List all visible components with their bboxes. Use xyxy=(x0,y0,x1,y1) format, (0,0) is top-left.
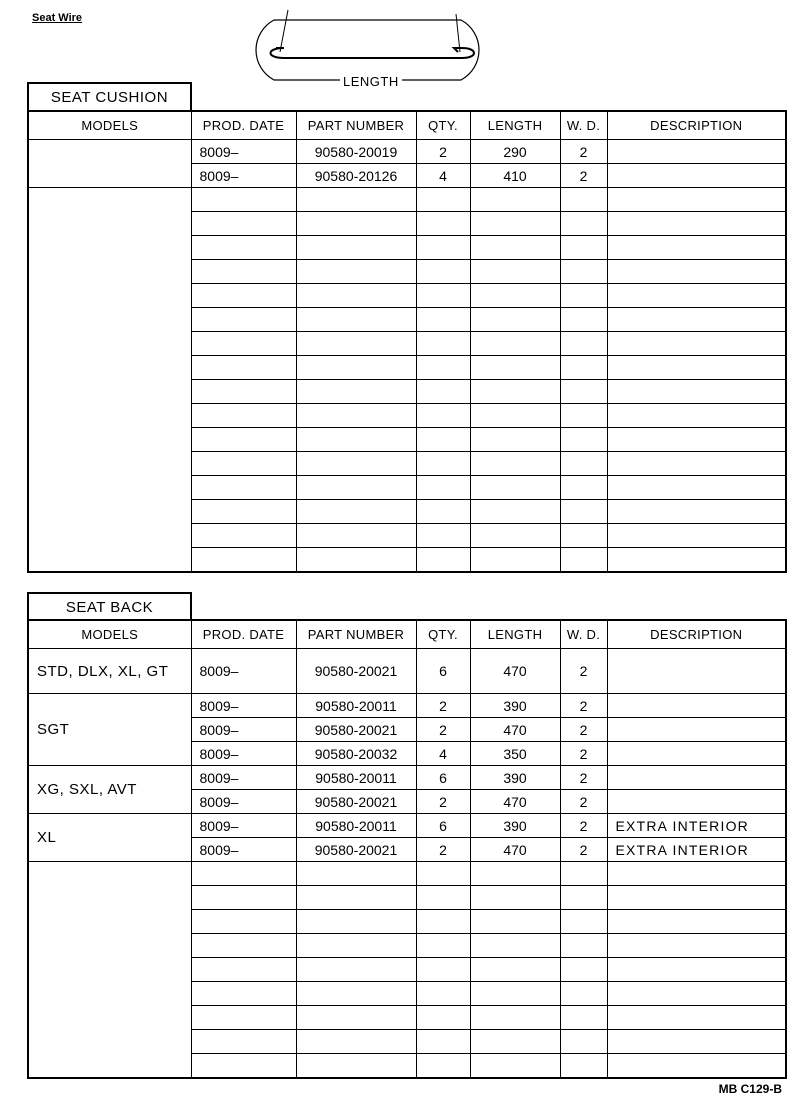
header-prod-date: PROD. DATE xyxy=(191,111,296,140)
cell-wd xyxy=(560,476,607,500)
cell-prod-date xyxy=(191,886,296,910)
header-description: DESCRIPTION xyxy=(607,111,786,140)
cell-prod-date xyxy=(191,500,296,524)
cell-prod-date xyxy=(191,428,296,452)
cell-qty: 4 xyxy=(416,742,470,766)
cell-prod-date xyxy=(191,260,296,284)
cell-qty xyxy=(416,476,470,500)
table-row xyxy=(28,694,786,718)
cell-description xyxy=(607,332,786,356)
cell-part-number xyxy=(296,934,416,958)
cell-prod-date xyxy=(191,332,296,356)
cell-description xyxy=(607,476,786,500)
cell-part-number: 90580-20011 xyxy=(296,694,416,718)
cell-qty xyxy=(416,886,470,910)
cell-wd: 2 xyxy=(560,140,607,164)
cell-wd xyxy=(560,982,607,1006)
cell-prod-date xyxy=(191,548,296,573)
header-qty: QTY. xyxy=(416,620,470,649)
cell-length xyxy=(470,1006,560,1030)
cell-qty xyxy=(416,236,470,260)
wire-end-left xyxy=(280,10,288,52)
cell-length xyxy=(470,380,560,404)
cell-qty xyxy=(416,500,470,524)
cell-models xyxy=(28,188,191,573)
cell-prod-date xyxy=(191,1054,296,1079)
cell-wd xyxy=(560,188,607,212)
cell-qty xyxy=(416,452,470,476)
cell-prod-date: 8009– xyxy=(191,766,296,790)
cell-wd xyxy=(560,356,607,380)
cell-description xyxy=(607,236,786,260)
cell-qty xyxy=(416,260,470,284)
table-row xyxy=(28,766,786,790)
cell-length xyxy=(470,910,560,934)
cell-prod-date xyxy=(191,862,296,886)
cell-qty: 4 xyxy=(416,164,470,188)
cell-models: STD, DLX, XL, GT xyxy=(28,649,191,694)
cell-qty xyxy=(416,284,470,308)
page-code: MB C129-B xyxy=(718,1082,782,1096)
cell-part-number xyxy=(296,476,416,500)
cell-part-number xyxy=(296,958,416,982)
table-row xyxy=(28,649,786,694)
cell-description xyxy=(607,742,786,766)
cell-length xyxy=(470,958,560,982)
cell-description: EXTRA INTERIOR xyxy=(607,838,786,862)
cell-qty xyxy=(416,356,470,380)
cell-wd xyxy=(560,212,607,236)
cell-qty: 2 xyxy=(416,790,470,814)
cell-part-number xyxy=(296,1006,416,1030)
cell-wd xyxy=(560,1030,607,1054)
diagram-length-label: LENGTH xyxy=(340,74,402,89)
cell-prod-date xyxy=(191,910,296,934)
cell-part-number xyxy=(296,284,416,308)
cell-description: EXTRA INTERIOR xyxy=(607,814,786,838)
cell-part-number xyxy=(296,260,416,284)
cell-part-number xyxy=(296,212,416,236)
cell-description xyxy=(607,284,786,308)
cell-part-number: 90580-20021 xyxy=(296,790,416,814)
cell-wd: 2 xyxy=(560,164,607,188)
cell-part-number: 90580-20021 xyxy=(296,838,416,862)
cell-prod-date xyxy=(191,934,296,958)
cell-description xyxy=(607,694,786,718)
cell-wd xyxy=(560,862,607,886)
cell-length xyxy=(470,308,560,332)
cell-description xyxy=(607,649,786,694)
cell-wd xyxy=(560,404,607,428)
cell-part-number xyxy=(296,862,416,886)
cell-length xyxy=(470,500,560,524)
cell-qty xyxy=(416,428,470,452)
cell-wd xyxy=(560,934,607,958)
table-row xyxy=(28,814,786,838)
seat-cushion-label: SEAT CUSHION xyxy=(27,82,192,111)
cell-wd xyxy=(560,284,607,308)
cell-prod-date: 8009– xyxy=(191,649,296,694)
cell-prod-date xyxy=(191,958,296,982)
cell-part-number xyxy=(296,236,416,260)
cell-prod-date: 8009– xyxy=(191,694,296,718)
seat-back-label: SEAT BACK xyxy=(27,592,192,620)
cell-wd xyxy=(560,452,607,476)
cell-qty xyxy=(416,404,470,428)
cell-prod-date xyxy=(191,982,296,1006)
cell-prod-date: 8009– xyxy=(191,164,296,188)
cell-prod-date: 8009– xyxy=(191,742,296,766)
cell-qty xyxy=(416,958,470,982)
cell-description xyxy=(607,260,786,284)
cell-length xyxy=(470,548,560,573)
header-part-number: PART NUMBER xyxy=(296,111,416,140)
cell-length xyxy=(470,260,560,284)
cell-length xyxy=(470,332,560,356)
cell-part-number xyxy=(296,1054,416,1079)
cell-wd xyxy=(560,332,607,356)
cell-qty xyxy=(416,380,470,404)
cell-qty xyxy=(416,862,470,886)
cell-prod-date: 8009– xyxy=(191,140,296,164)
cell-prod-date xyxy=(191,404,296,428)
cell-part-number xyxy=(296,1030,416,1054)
cell-qty xyxy=(416,934,470,958)
cell-description xyxy=(607,140,786,164)
cell-prod-date xyxy=(191,356,296,380)
cell-description xyxy=(607,212,786,236)
cell-part-number xyxy=(296,982,416,1006)
cell-prod-date: 8009– xyxy=(191,790,296,814)
cell-part-number xyxy=(296,500,416,524)
table-row xyxy=(28,140,786,164)
cell-part-number: 90580-20032 xyxy=(296,742,416,766)
cell-wd: 2 xyxy=(560,742,607,766)
cell-part-number xyxy=(296,380,416,404)
cell-wd xyxy=(560,308,607,332)
cell-description xyxy=(607,766,786,790)
cell-qty: 6 xyxy=(416,814,470,838)
header-qty: QTY. xyxy=(416,111,470,140)
cell-wd xyxy=(560,958,607,982)
cell-description xyxy=(607,380,786,404)
cell-description xyxy=(607,452,786,476)
cell-wd xyxy=(560,260,607,284)
header-part-number: PART NUMBER xyxy=(296,620,416,649)
cell-part-number xyxy=(296,886,416,910)
cell-qty xyxy=(416,910,470,934)
cell-description xyxy=(607,308,786,332)
cell-length: 390 xyxy=(470,766,560,790)
cell-qty: 2 xyxy=(416,140,470,164)
cell-description xyxy=(607,910,786,934)
cell-wd: 2 xyxy=(560,694,607,718)
cell-wd: 2 xyxy=(560,766,607,790)
cell-prod-date xyxy=(191,1006,296,1030)
cell-length xyxy=(470,1054,560,1079)
cell-description xyxy=(607,428,786,452)
cell-wd: 2 xyxy=(560,718,607,742)
cell-wd xyxy=(560,1054,607,1079)
cell-length: 390 xyxy=(470,694,560,718)
cell-prod-date: 8009– xyxy=(191,718,296,742)
cell-wd xyxy=(560,524,607,548)
header-wd: W. D. xyxy=(560,620,607,649)
cell-part-number xyxy=(296,308,416,332)
cell-wd: 2 xyxy=(560,790,607,814)
cell-length: 470 xyxy=(470,838,560,862)
cell-description xyxy=(607,1054,786,1079)
cell-wd: 2 xyxy=(560,838,607,862)
cell-part-number xyxy=(296,356,416,380)
cell-description xyxy=(607,404,786,428)
cell-description xyxy=(607,188,786,212)
header-wd: W. D. xyxy=(560,111,607,140)
cell-length xyxy=(470,428,560,452)
cell-wd: 2 xyxy=(560,814,607,838)
cell-part-number xyxy=(296,404,416,428)
cell-prod-date xyxy=(191,188,296,212)
cell-length xyxy=(470,404,560,428)
cell-prod-date xyxy=(191,524,296,548)
cell-length: 470 xyxy=(470,649,560,694)
cell-description xyxy=(607,886,786,910)
cell-part-number xyxy=(296,188,416,212)
cell-prod-date xyxy=(191,236,296,260)
cell-models: XG, SXL, AVT xyxy=(28,766,191,814)
table-header-row xyxy=(28,620,786,649)
header-length: LENGTH xyxy=(470,111,560,140)
cell-description xyxy=(607,1030,786,1054)
header-models: MODELS xyxy=(28,111,191,140)
cell-description xyxy=(607,934,786,958)
cell-description xyxy=(607,790,786,814)
cell-wd xyxy=(560,910,607,934)
cell-wd xyxy=(560,236,607,260)
cell-length xyxy=(470,1030,560,1054)
cell-prod-date xyxy=(191,452,296,476)
cell-length: 410 xyxy=(470,164,560,188)
cell-qty: 6 xyxy=(416,649,470,694)
cell-part-number xyxy=(296,452,416,476)
cell-part-number xyxy=(296,910,416,934)
cell-qty xyxy=(416,548,470,573)
cell-description xyxy=(607,356,786,380)
cell-part-number: 90580-20011 xyxy=(296,814,416,838)
cell-wd: 2 xyxy=(560,649,607,694)
cell-part-number xyxy=(296,332,416,356)
empty-row xyxy=(28,188,786,212)
cell-part-number xyxy=(296,548,416,573)
cell-length xyxy=(470,886,560,910)
header-length: LENGTH xyxy=(470,620,560,649)
wire-loop-outline xyxy=(256,20,479,80)
cell-qty xyxy=(416,332,470,356)
document-title: Seat Wire xyxy=(32,12,83,24)
cell-qty xyxy=(416,982,470,1006)
cell-prod-date xyxy=(191,212,296,236)
cell-prod-date xyxy=(191,1030,296,1054)
cell-prod-date: 8009– xyxy=(191,814,296,838)
cell-models: SGT xyxy=(28,694,191,766)
seat-cushion-table xyxy=(27,110,787,573)
cell-qty: 2 xyxy=(416,838,470,862)
cell-part-number: 90580-20021 xyxy=(296,649,416,694)
cell-prod-date xyxy=(191,476,296,500)
cell-description xyxy=(607,548,786,573)
cell-part-number xyxy=(296,428,416,452)
cell-description xyxy=(607,982,786,1006)
cell-part-number: 90580-20126 xyxy=(296,164,416,188)
cell-length xyxy=(470,862,560,886)
cell-part-number: 90580-20021 xyxy=(296,718,416,742)
cell-qty: 2 xyxy=(416,718,470,742)
cell-prod-date xyxy=(191,308,296,332)
cell-wd xyxy=(560,380,607,404)
cell-qty xyxy=(416,524,470,548)
cell-description xyxy=(607,164,786,188)
cell-length xyxy=(470,934,560,958)
empty-row xyxy=(28,862,786,886)
header-models: MODELS xyxy=(28,620,191,649)
cell-models xyxy=(28,862,191,1079)
cell-qty xyxy=(416,1030,470,1054)
cell-models xyxy=(28,140,191,188)
cell-qty: 6 xyxy=(416,766,470,790)
cell-length xyxy=(470,188,560,212)
cell-part-number xyxy=(296,524,416,548)
header-prod-date: PROD. DATE xyxy=(191,620,296,649)
cell-length xyxy=(470,356,560,380)
cell-wd xyxy=(560,886,607,910)
cell-description xyxy=(607,1006,786,1030)
cell-prod-date xyxy=(191,380,296,404)
cell-prod-date: 8009– xyxy=(191,838,296,862)
cell-length xyxy=(470,982,560,1006)
table-header-row xyxy=(28,111,786,140)
seat-back-table xyxy=(27,619,787,1079)
header-description: DESCRIPTION xyxy=(607,620,786,649)
cell-wd xyxy=(560,428,607,452)
cell-qty xyxy=(416,188,470,212)
cell-prod-date xyxy=(191,284,296,308)
cell-part-number: 90580-20019 xyxy=(296,140,416,164)
cell-description xyxy=(607,958,786,982)
cell-wd xyxy=(560,500,607,524)
cell-qty xyxy=(416,1006,470,1030)
cell-length: 350 xyxy=(470,742,560,766)
cell-length: 290 xyxy=(470,140,560,164)
cell-wd xyxy=(560,548,607,573)
cell-qty xyxy=(416,212,470,236)
cell-description xyxy=(607,500,786,524)
cell-wd xyxy=(560,1006,607,1030)
cell-length: 470 xyxy=(470,790,560,814)
cell-qty xyxy=(416,308,470,332)
cell-length xyxy=(470,284,560,308)
cell-qty xyxy=(416,1054,470,1079)
cell-models: XL xyxy=(28,814,191,862)
cell-length: 470 xyxy=(470,718,560,742)
cell-qty: 2 xyxy=(416,694,470,718)
cell-description xyxy=(607,718,786,742)
cell-length xyxy=(470,452,560,476)
cell-part-number: 90580-20011 xyxy=(296,766,416,790)
cell-length xyxy=(470,236,560,260)
wire-shape xyxy=(271,48,475,58)
cell-length: 390 xyxy=(470,814,560,838)
cell-length xyxy=(470,212,560,236)
cell-length xyxy=(470,524,560,548)
cell-length xyxy=(470,476,560,500)
cell-description xyxy=(607,862,786,886)
cell-description xyxy=(607,524,786,548)
